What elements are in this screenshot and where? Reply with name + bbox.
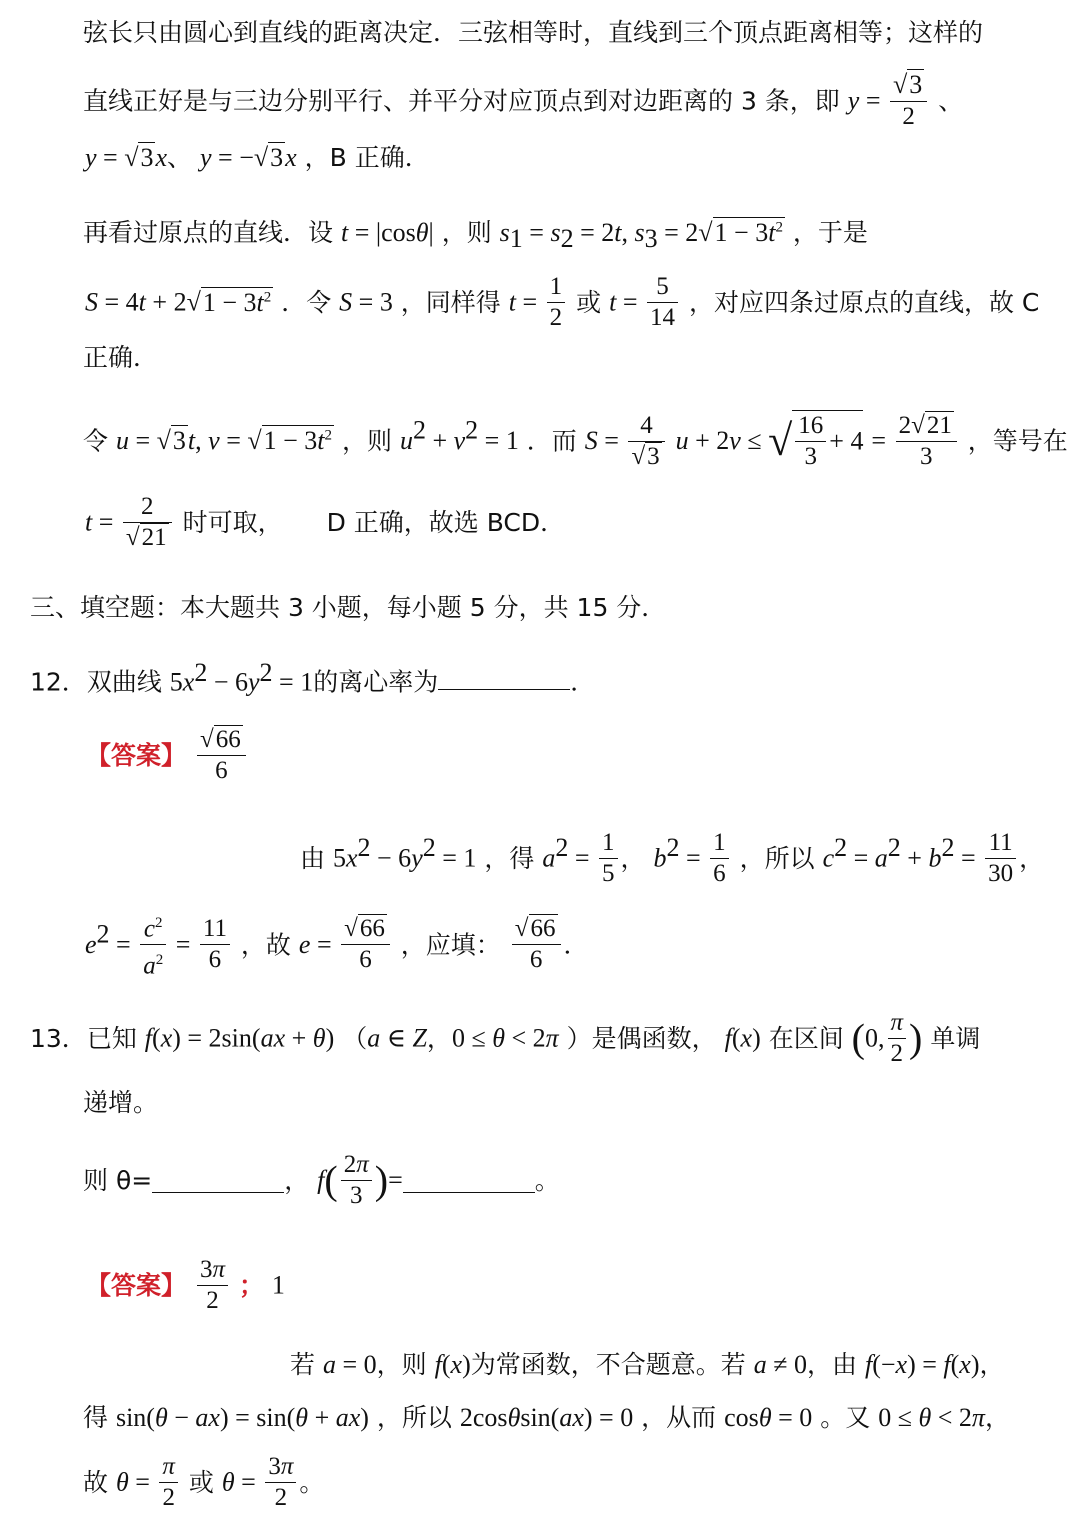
text-line-3: y = √3x、 y = −√3x ，B 正确． (85, 143, 430, 172)
solution-13-line-1: 若 a = 0，则 f(x)为常函数，不合题意。若 a ≠ 0，由 f(−x) = f(x)， (290, 1350, 1005, 1379)
frac-2pi-over-3: $\frac{2\pi}{3}$ (341, 1150, 372, 1211)
frac-11-over-6: $\frac{11}{6}$ (200, 914, 230, 975)
text-line-5: $S = 4t + 2√1 - 3t^2$ ．令 S = 3 ，同样得 t = $\frac{1}{2}$ 或 t = $\frac{5}{14}$ ，对应四条过原点的直线，故 C (85, 273, 1040, 331)
answer-13: 【答案】 $\frac{3\pi}{2}$ ； 1 (86, 1256, 285, 1314)
frac-4-over-sqrt3: $\frac{4}{√3}$ (628, 411, 664, 472)
frac-2sqrt21-over-3: $\frac{2√21}{3}$ (896, 411, 957, 472)
frac-sqrt66-over-6-c: $\frac{√66}{6}$ (512, 914, 561, 975)
question-12: 12．双曲线 $5x^2 - 6y^2 = 1$的离心率为 ． (30, 658, 596, 697)
text-line-6: 正确． (83, 343, 159, 372)
answer-blank-12 (438, 665, 570, 690)
line-1-text: 弦长只由圆心到直线的距离决定．三弦相等时，直线到三个顶点距离相等；这样的 (83, 18, 984, 47)
text-line-7: 令 u = √3t, $v = √1 - 3t^2$ ，则 $u^2 + v^2 = 1$ ．而 S = $\frac{4}{√3}$ u + 2v ≤ √ $\frac{16}{3}$ + 4 = $\frac{2√21}{3}$ ，等号在 (83, 411, 1068, 470)
frac-2-over-sqrt21: $\frac{2}{√21}$ (123, 492, 172, 553)
frac-16-over-3: $\frac{16}{3}$ (795, 411, 826, 472)
section-3-heading: 三、填空题：本大题共 3 小题，每小题 5 分，共 15 分． (30, 593, 667, 622)
frac-1-over-2: $\frac{1}{2}$ (547, 272, 566, 333)
question-13: 13．已知 f(x) = 2sin(ax + θ) （a ∈ Z，0 ≤ θ < 2π ）是偶函数， f(x) 在区间 (0, $\frac{\pi}{2}$ ) 单调 (30, 1009, 981, 1067)
text-line-1 (83, 20, 983, 45)
frac-pi-over-2-b: $\frac{\pi}{2}$ (159, 1452, 178, 1513)
answer-blank-13a (152, 1168, 284, 1193)
answer-blank-13b (403, 1168, 535, 1193)
solution-12-line-2: $e^2$ = $\frac{c^2}{a^2}$ = $\frac{11}{6}$ ，故 e = $\frac{√66}{6}$ ，应填： $\frac{√66}{6}$ ． (85, 908, 589, 982)
solution-12-line-1: 由 $5x^2 - 6y^2 = 1$ ，得 $a^2$ = $\frac{1}{5}$ ， $b^2$ = $\frac{1}{6}$ ，所以 $c^2 = a^2 + b^2$ = $\frac{11}{30}$ ， (300, 829, 1045, 887)
frac-sqrt66-over-6-b: $\frac{√66}{6}$ (341, 914, 390, 975)
frac-c2-over-a2: $\frac{c^2}{a^2}$ (140, 908, 166, 982)
frac-1-over-5: $\frac{1}{5}$ (599, 828, 618, 889)
frac-11-over-30: $\frac{11}{30}$ (985, 828, 1016, 889)
text-line-8: t = $\frac{2}{√21}$ 时可取， D 正确，故选 BCD． (85, 493, 566, 551)
line-2-text: 直线正好是与三边分别平行、并平分对应顶点到对边距离的 3 条，即 (83, 86, 840, 116)
frac-3pi-over-2: $\frac{3\pi}{2}$ (197, 1255, 228, 1316)
question-13-line-2: 递增。 (83, 1088, 159, 1117)
solution-13-line-3: 故 θ = $\frac{\pi}{2}$ 或 θ = $\frac{3\pi}{2}$ 。 (83, 1453, 325, 1511)
frac-sqrt66-over-6: $\frac{√66}{6}$ (197, 725, 246, 786)
text-line-2: 直线正好是与三边分别平行、并平分对应顶点到对边距离的 3 条，即 y = $\frac{√3}{2}$ 、 (83, 70, 964, 130)
text-line-4: 再看过原点的直线．设 t = |cosθ| ，则 $s_1 = s_2 = 2t$, $s_3 = 2√1 - 3t^2$ ，于是 (83, 218, 868, 253)
answer-12 (86, 725, 249, 786)
frac-sqrt3-over-2: $\frac{√3}{2}$ (890, 70, 927, 132)
frac-3pi-over-2-b: $\frac{3\pi}{2}$ (265, 1452, 296, 1513)
line-3-text: ，B 正确． (304, 143, 430, 172)
frac-1-over-6: $\frac{1}{6}$ (710, 828, 729, 889)
question-13-line-3: 则 θ= ， f( $\frac{2\pi}{3}$ )= 。 (83, 1151, 560, 1209)
answer-label: 【答案】 (86, 741, 187, 770)
frac-5-over-14: $\frac{5}{14}$ (647, 272, 678, 333)
frac-pi-over-2: $\frac{\pi}{2}$ (888, 1008, 907, 1069)
solution-13-line-2: 得 sin(θ − ax) = sin(θ + ax) ，所以 2cosθsin(ax) = 0 ，从而 cosθ = 0 。又 0 ≤ θ < 2π， (83, 1403, 1010, 1432)
